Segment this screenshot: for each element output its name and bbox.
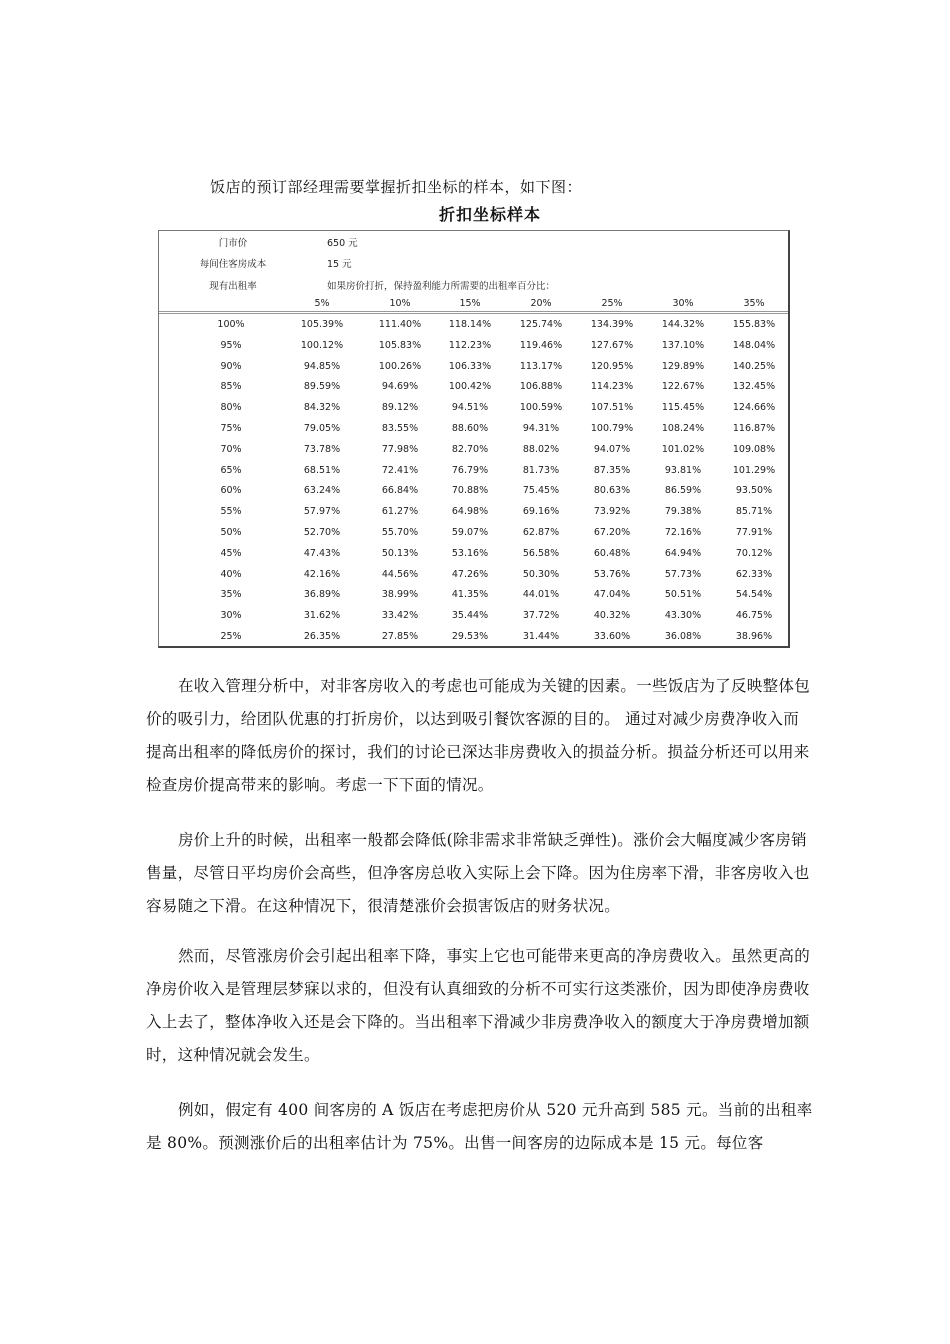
- table-cell: 77.91%: [735, 527, 773, 538]
- occupancy-cell: 55%: [220, 506, 242, 518]
- table-cell: 118.14%: [448, 319, 492, 330]
- intro-text: 饭店的预订部经理需要掌握折扣坐标的样本，如下图：: [210, 178, 583, 196]
- table-cell: 101.29%: [732, 464, 776, 476]
- table-cell: 144.32%: [661, 319, 705, 330]
- table-cell: 44.01%: [522, 589, 560, 601]
- table-cell: 120.95%: [590, 360, 634, 372]
- table-cell: 53.76%: [593, 568, 631, 580]
- table-row: [159, 527, 788, 541]
- table-cell: 105.83%: [378, 339, 422, 351]
- table-cell: 66.84%: [381, 485, 419, 497]
- table-row: [159, 381, 788, 395]
- list-price-value: 650 元: [327, 238, 358, 249]
- table-cell: 55.70%: [381, 527, 419, 538]
- table-cell: 77.98%: [381, 443, 419, 455]
- occupancy-cell: 50%: [220, 527, 242, 538]
- table-cell: 64.98%: [451, 506, 489, 518]
- table-cell: 36.08%: [664, 631, 702, 642]
- table-cell: 105.39%: [300, 319, 344, 330]
- table-cell: 56.58%: [522, 547, 560, 559]
- table-cell: 129.89%: [661, 360, 705, 372]
- table-cell: 84.32%: [303, 402, 341, 414]
- table-cell: 68.51%: [303, 464, 341, 476]
- table-cell: 94.07%: [593, 443, 631, 455]
- table-cell: 79.05%: [303, 423, 341, 434]
- table-cell: 86.59%: [664, 485, 702, 497]
- table-cell: 94.85%: [303, 360, 341, 372]
- table-cell: 72.41%: [381, 464, 419, 476]
- table-cell: 50.13%: [381, 547, 419, 559]
- table-cell: 63.24%: [303, 485, 341, 497]
- table-cell: 100.59%: [519, 402, 563, 414]
- table-cell: 119.46%: [519, 339, 563, 351]
- table-cell: 73.92%: [593, 506, 631, 518]
- table-cell: 125.74%: [519, 319, 563, 330]
- table-cell: 38.96%: [735, 631, 773, 642]
- discount-header: 20%: [530, 298, 552, 309]
- table-cell: 72.16%: [664, 527, 702, 538]
- info-row: [159, 278, 788, 292]
- table-cell: 62.87%: [522, 527, 560, 538]
- table-row: [159, 423, 788, 437]
- discount-table: [158, 230, 790, 648]
- table-cell: 94.31%: [522, 423, 560, 434]
- table-cell: 134.39%: [590, 319, 634, 330]
- table-cell: 40.32%: [593, 610, 631, 622]
- table-row: [159, 485, 788, 499]
- table-cell: 101.02%: [661, 443, 705, 455]
- discount-header: 35%: [743, 298, 765, 309]
- info-row: [159, 235, 788, 249]
- table-cell: 111.40%: [378, 319, 422, 330]
- table-cell: 75.45%: [522, 485, 560, 497]
- table-row: [159, 610, 788, 624]
- table-cell: 116.87%: [732, 423, 776, 434]
- occupancy-cell: 40%: [220, 568, 242, 580]
- table-cell: 50.30%: [522, 568, 560, 580]
- table-cell: 107.51%: [590, 402, 634, 414]
- table-cell: 26.35%: [303, 631, 341, 642]
- discount-header-row: [159, 298, 788, 312]
- header-divider: [159, 313, 788, 314]
- paragraph: 例如，假定有 400 间客房的 A 饭店在考虑把房价从 520 元升高到 585 元。当前的出租率是 80%。预测涨价后的出租率估计为 75%。出售一间客房的边际成本是 15 元。每位客: [146, 1101, 813, 1152]
- table-cell: 44.56%: [381, 568, 419, 580]
- paragraph: 在收入管理分析中，对非客房收入的考虑也可能成为关键的因素。一些饭店为了反映整体包价的吸引力，给团队优惠的打折房价，以达到吸引餐饮客源的目的。 通过对减少房费净收入而提高出租率的降低房价的探讨，我们的讨论已深达非房费收入的损益分析。损益分析还可以用来检查房价提高带来的影响。考虑一下下面的情况。: [146, 677, 811, 794]
- table-row: [159, 465, 788, 479]
- table-cell: 37.72%: [522, 610, 560, 622]
- table-cell: 79.38%: [664, 506, 702, 518]
- table-cell: 41.35%: [451, 589, 489, 601]
- table-cell: 70.12%: [735, 547, 773, 559]
- info-row: [159, 256, 788, 270]
- table-cell: 38.99%: [381, 589, 419, 601]
- table-cell: 76.79%: [451, 464, 489, 476]
- table-cell: 137.10%: [661, 339, 705, 351]
- table-cell: 62.33%: [735, 568, 773, 580]
- table-cell: 82.70%: [451, 443, 489, 455]
- table-cell: 94.51%: [451, 402, 489, 414]
- table-cell: 29.53%: [451, 631, 489, 642]
- occupancy-cell: 60%: [220, 485, 242, 497]
- table-cell: 59.07%: [451, 527, 489, 538]
- table-cell: 100.26%: [378, 360, 422, 372]
- occupancy-cell: 25%: [220, 631, 242, 642]
- table-cell: 31.62%: [303, 610, 341, 622]
- table-cell: 46.75%: [735, 610, 773, 622]
- table-cell: 106.88%: [519, 381, 563, 393]
- header-divider: [159, 311, 788, 312]
- table-cell: 47.04%: [593, 589, 631, 601]
- table-cell: 124.66%: [732, 402, 776, 414]
- table-cell: 70.88%: [451, 485, 489, 497]
- table-cell: 93.81%: [664, 464, 702, 476]
- paragraph: 房价上升的时候，出租率一般都会降低(除非需求非常缺乏弹性)。涨价会大幅度减少客房销售量，尽管日平均房价会高些，但净客房总收入实际上会下降。因为住房率下滑，非客房收入也容易随之下滑。在这种情况下，很清楚涨价会损害饭店的财务状况。: [146, 831, 810, 915]
- paragraph: 然而，尽管涨房价会引起出租率下降，事实上它也可能带来更高的净房费收入。虽然更高的净房价收入是管理层梦寐以求的，但没有认真细致的分析不可实行这类涨价，因为即使净房费收入上去了，整体净收入还是会下降的。当出租率下滑减少非房费净收入的额度大于净房费增加额时，这种情况就会发生。: [146, 947, 811, 1064]
- occupancy-cell: 100%: [217, 319, 245, 330]
- table-cell: 35.44%: [451, 610, 489, 622]
- list-price-label: 门市价: [218, 238, 248, 249]
- table-cell: 69.16%: [522, 506, 560, 518]
- table-cell: 36.89%: [303, 589, 341, 601]
- table-cell: 89.12%: [381, 402, 419, 414]
- discount-header: 5%: [314, 298, 330, 309]
- table-cell: 33.60%: [593, 631, 631, 642]
- table-cell: 115.45%: [661, 402, 705, 414]
- table-row: [159, 361, 788, 375]
- table-cell: 81.73%: [522, 464, 560, 476]
- room-cost-value: 15 元: [327, 259, 352, 270]
- table-cell: 108.24%: [661, 423, 705, 434]
- table-cell: 94.69%: [381, 381, 419, 393]
- occupancy-cell: 80%: [220, 402, 242, 414]
- discount-header: 15%: [459, 298, 481, 309]
- table-cell: 132.45%: [732, 381, 776, 393]
- table-cell: 88.60%: [451, 423, 489, 434]
- table-row: [159, 631, 788, 645]
- table-cell: 52.70%: [303, 527, 341, 538]
- table-row: [159, 506, 788, 520]
- room-cost-label: 每间住客房成本: [199, 259, 267, 270]
- occupancy-cell: 90%: [220, 360, 242, 372]
- table-cell: 89.59%: [303, 381, 341, 393]
- table-cell: 140.25%: [732, 360, 776, 372]
- table-cell: 27.85%: [381, 631, 419, 642]
- table-cell: 64.94%: [664, 547, 702, 559]
- discount-header: 10%: [389, 298, 411, 309]
- table-cell: 47.43%: [303, 547, 341, 559]
- table-cell: 155.83%: [732, 319, 776, 330]
- table-row: [159, 548, 788, 562]
- table-row: [159, 340, 788, 354]
- table-cell: 31.44%: [522, 631, 560, 642]
- table-cell: 80.63%: [593, 485, 631, 497]
- occupancy-note: 如果房价打折，保持盈利能力所需要的出租率百分比：: [327, 281, 556, 292]
- occupancy-cell: 70%: [220, 443, 242, 455]
- table-cell: 109.08%: [732, 443, 776, 455]
- table-row: [159, 319, 788, 333]
- table-cell: 127.67%: [590, 339, 634, 351]
- table-cell: 60.48%: [593, 547, 631, 559]
- table-cell: 61.27%: [381, 506, 419, 518]
- table-cell: 67.20%: [593, 527, 631, 538]
- table-cell: 100.12%: [300, 339, 344, 351]
- table-cell: 100.42%: [448, 381, 492, 393]
- table-cell: 112.23%: [448, 339, 492, 351]
- table-cell: 122.67%: [661, 381, 705, 393]
- table-cell: 54.54%: [735, 589, 773, 601]
- table-cell: 148.04%: [732, 339, 776, 351]
- table-row: [159, 402, 788, 416]
- table-row: [159, 589, 788, 603]
- table-cell: 42.16%: [303, 568, 341, 580]
- discount-header: 30%: [672, 298, 694, 309]
- table-cell: 53.16%: [451, 547, 489, 559]
- table-cell: 106.33%: [448, 360, 492, 372]
- table-cell: 50.51%: [664, 589, 702, 601]
- table-row: [159, 444, 788, 458]
- discount-header: 25%: [601, 298, 623, 309]
- table-cell: 43.30%: [664, 610, 702, 622]
- table-cell: 88.02%: [522, 443, 560, 455]
- table-cell: 87.35%: [593, 464, 631, 476]
- occupancy-cell: 45%: [220, 547, 242, 559]
- occupancy-label: 现有出租率: [209, 281, 257, 292]
- table-cell: 83.55%: [381, 423, 419, 434]
- table-row: [159, 569, 788, 583]
- occupancy-cell: 95%: [220, 339, 242, 351]
- occupancy-cell: 75%: [220, 423, 242, 434]
- occupancy-cell: 85%: [220, 381, 242, 393]
- table-cell: 47.26%: [451, 568, 489, 580]
- table-cell: 100.79%: [590, 423, 634, 434]
- occupancy-cell: 35%: [220, 589, 242, 601]
- table-title: 折扣坐标样本: [438, 205, 541, 224]
- table-cell: 57.73%: [664, 568, 702, 580]
- occupancy-cell: 30%: [220, 610, 242, 622]
- table-cell: 93.50%: [735, 485, 773, 497]
- table-cell: 113.17%: [519, 360, 563, 372]
- table-cell: 85.71%: [735, 506, 773, 518]
- occupancy-cell: 65%: [220, 464, 242, 476]
- table-cell: 73.78%: [303, 443, 341, 455]
- table-cell: 33.42%: [381, 610, 419, 622]
- table-cell: 57.97%: [303, 506, 341, 518]
- table-cell: 114.23%: [590, 381, 634, 393]
